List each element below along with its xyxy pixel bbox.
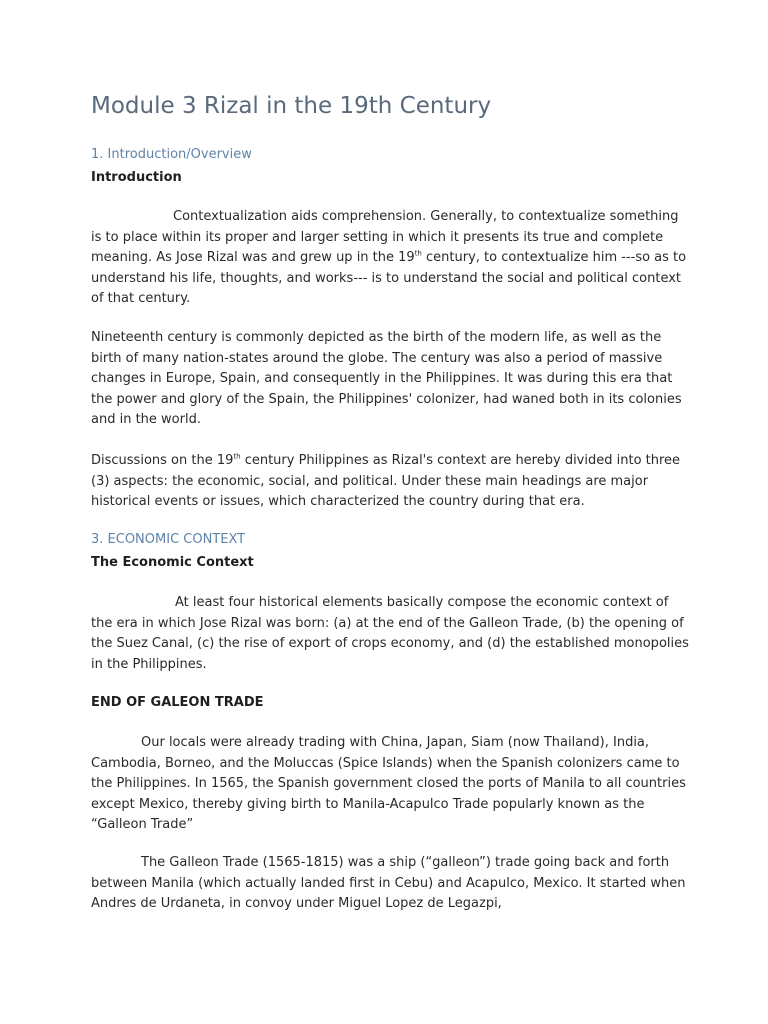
paragraph-text-continued: century Philippines as Rizal's context are hereby divided into three (3) aspects: the economic, social, and political. Under these main headings are major historical events or issues, which characterized the country during that era. (91, 453, 681, 509)
heading-end-of-galeon-trade: END OF GALEON TRADE (91, 695, 264, 710)
page-title: Module 3 Rizal in the 19th Century (91, 93, 492, 119)
paragraph-text: The Galleon Trade (1565-1815) was a ship (“galleon”) trade going back and forth between Manila (which actually landed first in Cebu) and Acapulco, Mexico. It started when Andres de Urdaneta, in convoy under Miguel Lopez de Legazpi, (91, 855, 686, 911)
paragraph-text-continued: century, to contextualize him ---so as to understand his life, thoughts, and works--- is to understand the social and political context of that century. (91, 250, 687, 306)
paragraph-economic-1 (91, 593, 691, 675)
paragraph-introduction-3 (91, 451, 691, 513)
paragraph-text: At least four historical elements basically compose the economic context of the era in which Jose Rizal was born: (a) at the end of the Galleon Trade, (b) the opening of the Suez Canal, (c) the rise of export of crops economy, and (d) the established monopolies in the Philippines. (91, 595, 689, 672)
paragraph-galleon-2 (91, 853, 691, 915)
heading-introduction: Introduction (91, 170, 182, 185)
heading-economic-context: The Economic Context (91, 555, 254, 570)
paragraph-text: Contextualization aids comprehension. Generally, to contextualize something is to place within its proper and larger setting in which it presents its true and complete meaning. As Jose Rizal was and grew up in the 19 (91, 209, 679, 265)
paragraph-text: Discussions on the 19 (91, 453, 234, 468)
superscript: th (233, 452, 241, 461)
section-number-introduction: 1. Introduction/Overview (91, 147, 252, 162)
paragraph-introduction-2: Nineteenth century is commonly depicted as the birth of the modern life, as well as the birth of many nation-states around the globe. The century was also a period of massive changes in Europe, Spain, and consequently in the Philippines. It was during this era that the power and glory of the Spain, the Philippines' colonizer, had waned both in its colonies and in the world. (91, 330, 682, 427)
paragraph-introduction-1 (91, 207, 691, 310)
paragraph-galleon-1 (91, 733, 691, 836)
section-number-economic: 3. ECONOMIC CONTEXT (91, 532, 246, 547)
paragraph-text: Our locals were already trading with China, Japan, Siam (now Thailand), India, Cambodia, Borneo, and the Moluccas (Spice Islands) when the Spanish colonizers came to the Philippines. In 1565, the Spanish government closed the ports of Manila to all countries except Mexico, thereby giving birth to Manila-Acapulco Trade popularly known as the “Galleon Trade” (91, 735, 686, 832)
superscript: th (414, 249, 422, 258)
